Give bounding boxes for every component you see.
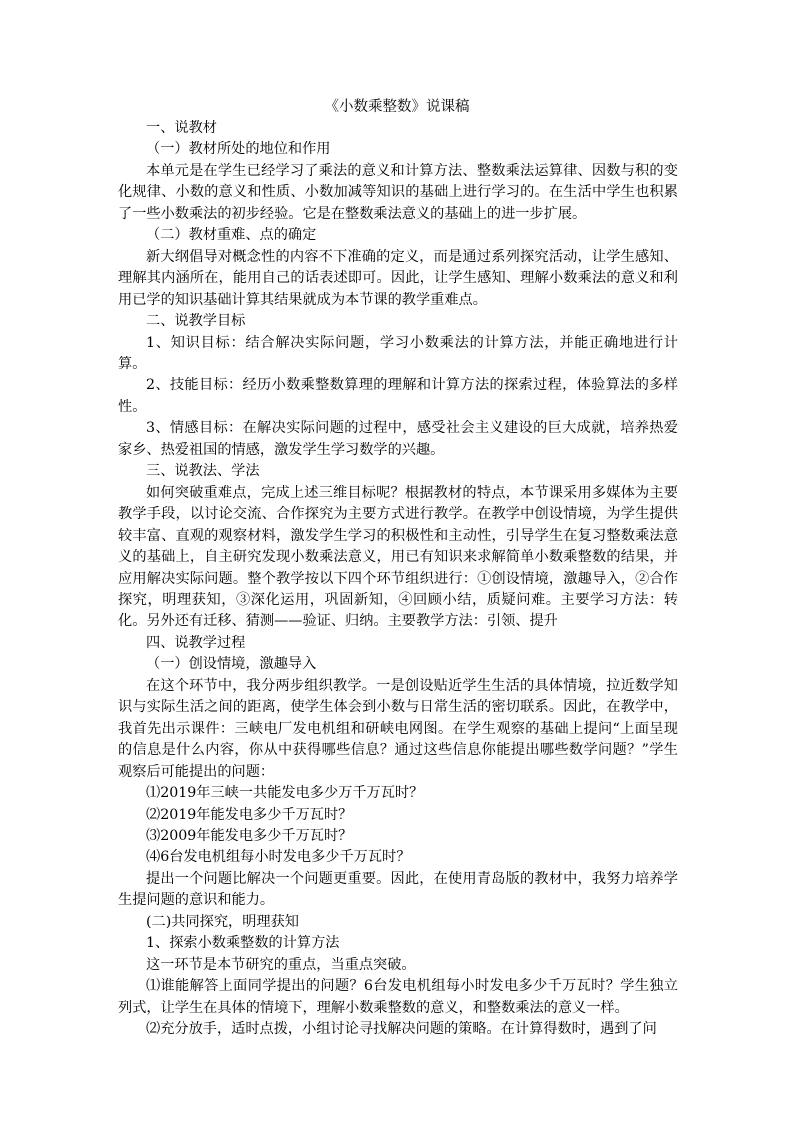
subheading-4-2: (二)共同探究，明理获知 [146, 913, 299, 930]
section-heading-2: 二、说教学目标 [146, 313, 246, 330]
goal-item: 1、知识目标：结合解决实际问题，学习小数乘法的计算方法，并能正确地进行计算。 [118, 334, 678, 372]
paragraph: 本单元是在学生已经学习了乘法的意义和计算方法、整数乘法运算律、因数与积的变化规律、小数的意义和性质、小数加减等知识的基础上进行学习的。在生活中学生也积累了一些小数乘法的初步经验。它是在整数乘法意义的基础上的进一步扩展。 [118, 162, 678, 222]
paragraph: ⑵充分放手，适时点拨，小组讨论寻找解决问题的策略。在计算得数时，遇到了问 [146, 1021, 657, 1038]
document-title: 《小数乘整数》说课稿 [324, 99, 470, 115]
question-item: ⑶2009年能发电多少千万瓦时？ [146, 827, 353, 844]
paragraph: 新大纲倡导对概念性的内容不下准确的定义，而是通过系列探究活动，让学生感知、理解其内涵所在，能用自己的话表述即可。因此，让学生感知、理解小数乘法的意义和利用已学的知识基础计算其结果就成为本节课的教学重难点。 [118, 248, 678, 308]
paragraph: 如何突破重难点，完成上述三维目标呢？根据教材的特点，本节课采用多媒体为主要教学手段，以讨论交流、合作探究为主要方式进行教学。在教学中创设情境，为学生提供较丰富、直观的观察材料，激发学生学习的积极性和主动性，引导学生在复习整数乘法意义的基础上，自主研究发现小数乘法意义，用已有知识来求解简单小数乘整数的结果，并应用解决实际问题。整个教学按以下四个环节组织进行：①创设情境，激趣导入，②合作探究，明理获知，③深化运用，巩固新知，④回顾小结，质疑问难。主要学习方法：转化。另外还有迁移、猜测——验证、归纳。主要教学方法：引领、提升 [118, 484, 678, 630]
paragraph: 在这个环节中，我分两步组织教学。一是创设贴近学生生活的具体情境，拉近数学知识与实际生活之间的距离，使学生体会到小数与日常生活的密切联系。因此，在教学中，我首先出示课件：三峡电厂发电机组和研峡电网图。在学生观察的基础上提问“上面呈现的信息是什么内容，你从中获得哪些信息？通过这些信息你能提出哪些数学问题？”学生观察后可能提出的问题： [118, 677, 678, 780]
question-item: ⑵2019年能发电多少千万瓦时？ [146, 806, 353, 823]
document-body [118, 118, 678, 1040]
goal-item: 2、技能目标：经历小数乘整数算理的理解和计算方法的探索过程，体验算法的多样性。 [118, 377, 678, 415]
paragraph: 提出一个问题比解决一个问题更重要。因此，在使用青岛版的教材中，我努力培养学生提问题的意识和能力。 [118, 870, 678, 909]
subheading-4-2-1: 1、探索小数乘整数的计算方法 [146, 935, 340, 952]
subheading-1-1: （一）教材所处的地位和作用 [146, 141, 331, 158]
question-item: ⑷6台发电机组每小时发电多少千万瓦时？ [146, 849, 411, 866]
section-heading-3: 三、说教法、学法 [146, 463, 260, 480]
section-heading-1: 一、说教材 [146, 120, 217, 136]
paragraph: ⑴谁能解答上面同学提出的问题？6台发电机组每小时发电多少千万瓦时？学生独立列式，让学生在具体的情境下，理解小数乘整数的意义，和整数乘法的意义一样。 [118, 978, 678, 1016]
subheading-1-2: （二）教材重难、点的确定 [146, 227, 317, 244]
question-item: ⑴2019年三峡一共能发电多少万千万瓦时？ [146, 785, 424, 802]
goal-item: 3、情感目标：在解决实际问题的过程中，感受社会主义建设的巨大成就，培养热爱家乡、热爱祖国的情感，激发学生学习数学的兴趣。 [118, 420, 678, 458]
paragraph: 这一环节是本节研究的重点，当重点突破。 [146, 956, 416, 973]
section-heading-4: 四、说教学过程 [146, 634, 246, 651]
subheading-4-1: （一）创设情境，激趣导入 [146, 656, 317, 673]
